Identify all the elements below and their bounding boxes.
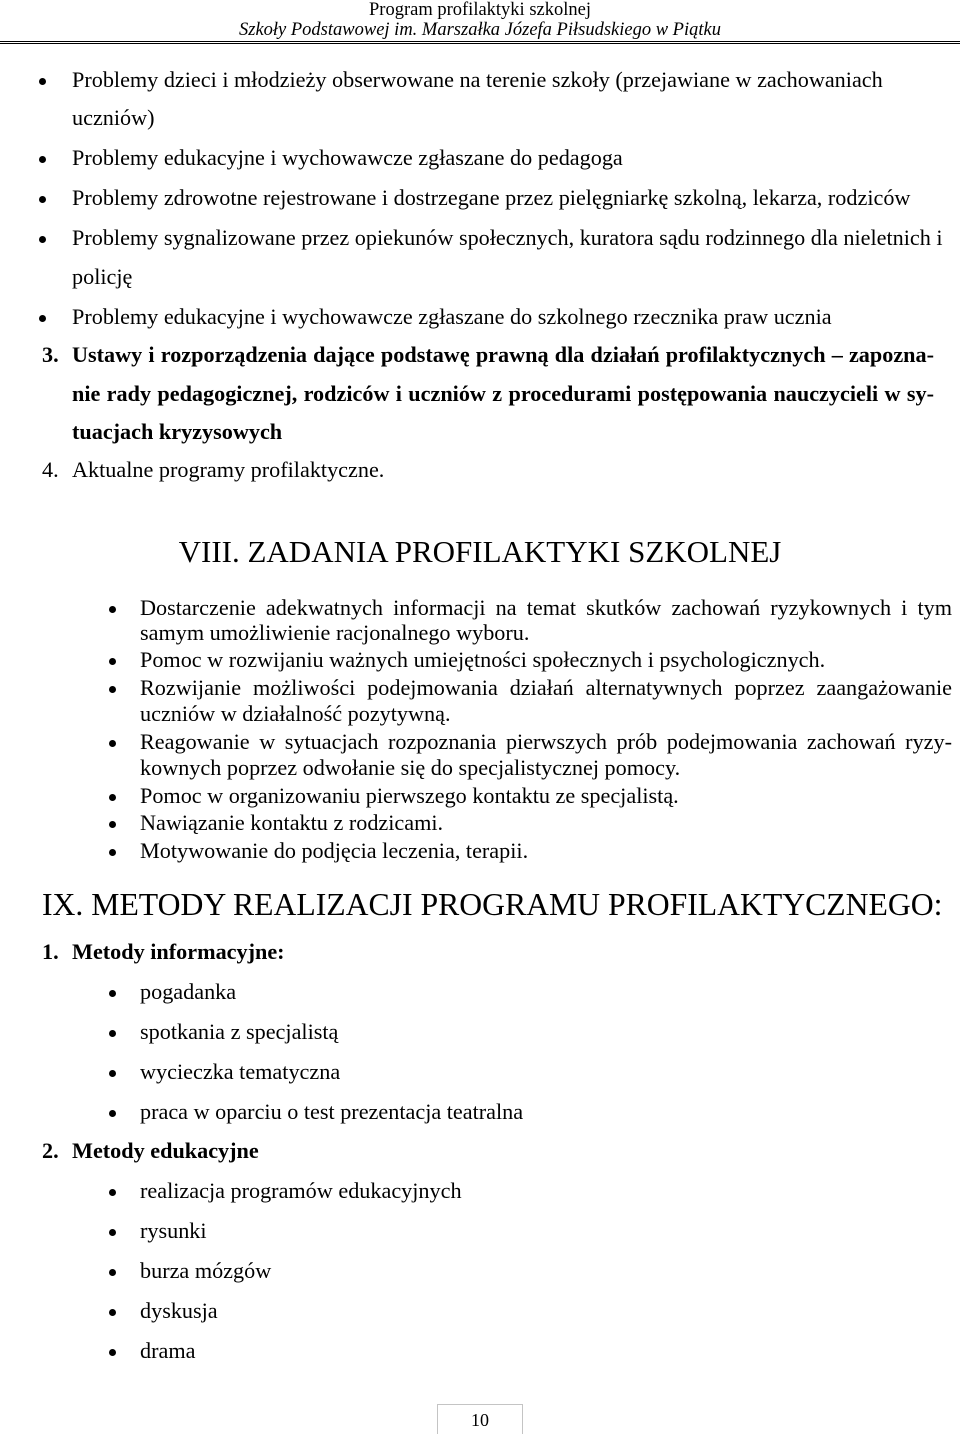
list-item-text: spotkania z specjalistą xyxy=(140,1019,339,1044)
method-group-title: Metody informacyjne: xyxy=(72,939,285,964)
bullet-icon xyxy=(109,1349,116,1356)
bullet-icon xyxy=(39,156,46,163)
list-item-text: Problemy zdrowotne rejestrowane i dostrzegane przez pielęgniarkę szkolną, lekarza, rodziców xyxy=(72,185,911,210)
list-item-text: realizacja programów edukacyjnych xyxy=(140,1178,462,1203)
list-item-text: dyskusja xyxy=(140,1298,218,1323)
item-number: 3. xyxy=(42,342,59,367)
page-number-box xyxy=(437,1404,523,1434)
header-title: Program profilaktyki szkolnej xyxy=(369,0,591,20)
list-item-text: drama xyxy=(140,1338,196,1363)
list-item-text: uczniów) xyxy=(72,105,155,130)
method-group-title: Metody edukacyjne xyxy=(72,1138,259,1163)
bullet-icon xyxy=(109,1309,116,1316)
header-subtitle: Szkoły Podstawowej im. Marszałka Józefa Piłsudskiego w Piątku xyxy=(239,20,721,40)
section-heading-ix: IX. METODY REALIZACJI PROGRAMU PROFILAKTYCZNEGO: xyxy=(42,887,943,922)
item-number: 4. xyxy=(42,457,59,482)
section-heading-viii: VIII. ZADANIA PROFILAKTYKI SZKOLNEJ xyxy=(178,534,782,569)
header-rule xyxy=(0,41,960,44)
list-item-text: kownych poprzez odwołanie się do specjalistycznej pomocy. xyxy=(140,755,681,780)
list-item-text: Rozwijanie możliwości podejmowania działań alternatywnych poprzez zaangażowanie xyxy=(140,675,952,700)
list-item-text: Problemy edukacyjne i wychowawcze zgłaszane do pedagoga xyxy=(72,145,623,170)
list-item-text: Motywowanie do podjęcia leczenia, terapii. xyxy=(140,838,529,863)
bullet-icon xyxy=(109,1110,116,1117)
list-item-text: Problemy sygnalizowane przez opiekunów społecznych, kuratora sądu rodzinnego dla nieletnich i xyxy=(72,225,943,250)
list-item-text: Pomoc w rozwijaniu ważnych umiejętności społecznych i psychologicznych. xyxy=(140,647,826,672)
list-item-text: burza mózgów xyxy=(140,1258,272,1283)
list-item-text: uczniów w działalność pozytywną. xyxy=(140,701,451,726)
item-text: tuacjach kryzysowych xyxy=(72,419,283,444)
item-text: Ustawy i rozporządzenia dające podstawę prawną dla działań profilaktycznych – zapozna- xyxy=(72,342,934,367)
bullet-icon xyxy=(39,236,46,243)
list-item-text: samym umożliwienie racjonalnego wyboru. xyxy=(140,620,530,645)
bullet-icon xyxy=(39,315,46,322)
list-item-text: Reagowanie w sytuacjach rozpoznania pierwszych prób podejmowania zachowań ryzy- xyxy=(140,729,952,754)
item-text: Aktualne programy profilaktyczne. xyxy=(72,457,385,482)
bullet-icon xyxy=(109,1189,116,1196)
bullet-icon xyxy=(109,1229,116,1236)
bullet-icon xyxy=(109,606,116,613)
method-group-number: 2. xyxy=(42,1138,59,1163)
list-item-text: Problemy dzieci i młodzieży obserwowane na terenie szkoły (przejawiane w zachowaniach xyxy=(72,67,883,92)
item-text: nie rady pedagogicznej, rodziców i uczniów z procedurami postępowania nauczycieli w sy- xyxy=(72,381,934,406)
bullet-icon xyxy=(109,1269,116,1276)
list-item-text: rysunki xyxy=(140,1218,207,1243)
list-item-text: Nawiązanie kontaktu z rodzicami. xyxy=(140,810,444,835)
bullet-icon xyxy=(109,1070,116,1077)
bullet-icon xyxy=(109,794,116,801)
bullet-icon xyxy=(109,658,116,665)
list-item-text: policję xyxy=(72,264,133,289)
list-item-text: pogadanka xyxy=(140,979,237,1004)
bullet-icon xyxy=(109,740,116,747)
bullet-icon xyxy=(109,1030,116,1037)
list-item-text: Dostarczenie adekwatnych informacji na temat skutków zachowań ryzykownych i tym xyxy=(140,595,952,620)
list-item-text: Problemy edukacyjne i wychowawcze zgłaszane do szkolnego rzecznika praw ucznia xyxy=(72,304,832,329)
bullet-icon xyxy=(39,196,46,203)
method-group-number: 1. xyxy=(42,939,59,964)
bullet-icon xyxy=(109,686,116,693)
bullet-icon xyxy=(109,849,116,856)
list-item-text: praca w oparciu o test prezentacja teatralna xyxy=(140,1099,524,1124)
bullet-icon xyxy=(109,990,116,997)
list-item-text: wycieczka tematyczna xyxy=(140,1059,341,1084)
bullet-icon xyxy=(39,78,46,85)
page-number: 10 xyxy=(471,1410,489,1430)
bullet-icon xyxy=(109,821,116,828)
list-item-text: Pomoc w organizowaniu pierwszego kontaktu ze specjalistą. xyxy=(140,783,679,808)
